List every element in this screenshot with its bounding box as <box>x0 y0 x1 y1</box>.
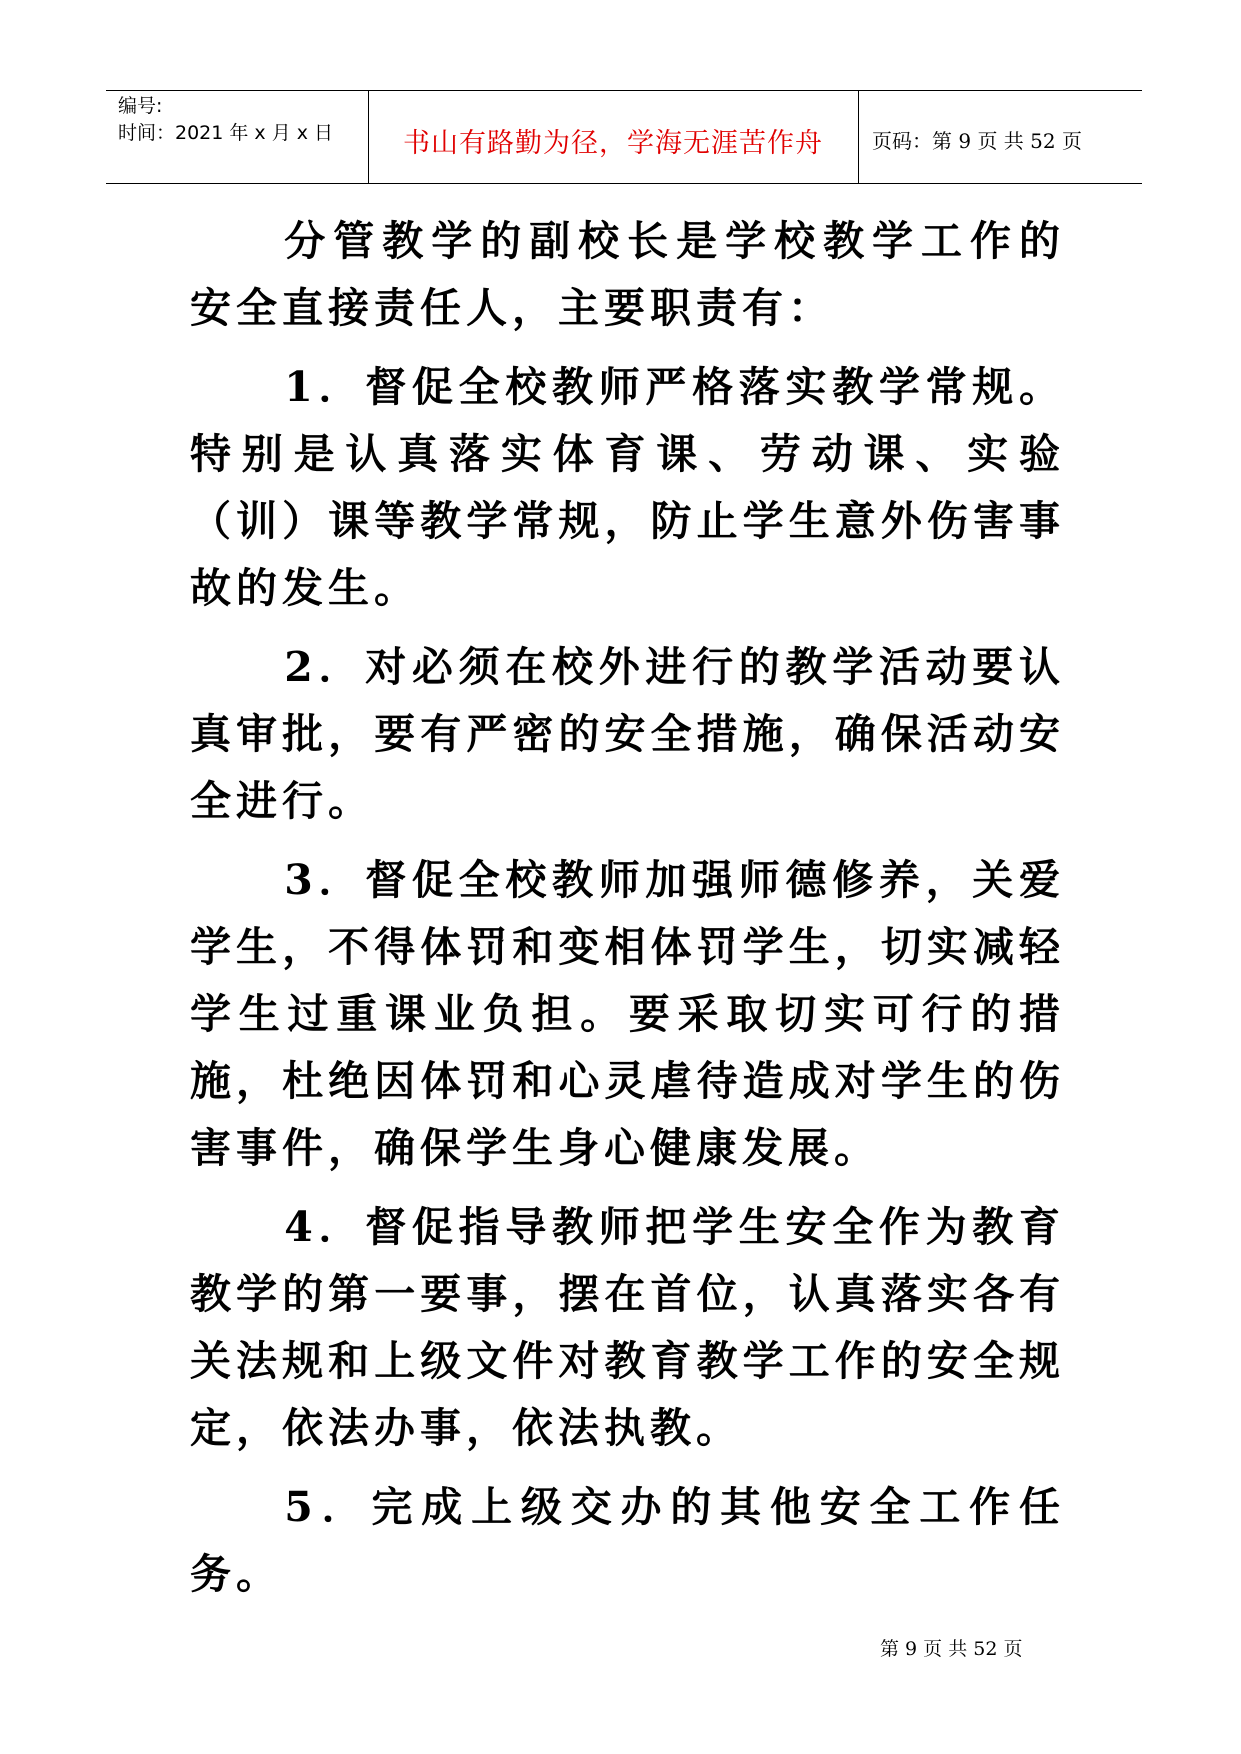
header-motto: 书山有路勤为径，学海无涯苦作舟 <box>403 128 823 159</box>
paragraph-item-4: 4．督促指导教师把学生安全作为教育教学的第一要事，摆在首位，认真落实各有关法规和上级文件对教育教学工作的安全规定，依法办事，依法执教。 <box>190 1203 1065 1452</box>
paragraph-item-2: 2．对必须在校外进行的教学活动要认真审批，要有严密的安全措施，确保活动安全进行。 <box>190 643 1065 825</box>
date-label: 时间：2021 年 x 月 x 日 <box>118 122 334 144</box>
paragraph-item-1: 1．督促全校教师严格落实教学常规。特别是认真落实体育课、劳动课、实验（训）课等教学常规，防止学生意外伤害事故的发生。 <box>190 363 1065 612</box>
paragraph-intro: 分管教学的副校长是学校教学工作的安全直接责任人，主要职责有： <box>190 217 1065 332</box>
header-motto-cell <box>368 91 859 183</box>
paragraph-item-5: 5．完成上级交办的其他安全工作任务。 <box>190 1483 1065 1598</box>
document-body <box>190 208 1065 1620</box>
serial-number-label: 编号: <box>118 95 163 117</box>
paragraph-item-3: 3．督促全校教师加强师德修养，关爱学生，不得体罚和变相体罚学生，切实减轻学生过重课业负担。要采取切实可行的措施，杜绝因体罚和心灵虐待造成对学生的伤害事件，确保学生身心健康发展。 <box>190 856 1065 1172</box>
page-footer-number: 第 9 页 共 52 页 <box>880 1638 1023 1660</box>
header-meta-cell <box>106 91 369 183</box>
page-header <box>106 90 1142 184</box>
header-page-cell <box>860 91 1142 183</box>
header-page-code: 页码：第 9 页 共 52 页 <box>872 129 1082 153</box>
